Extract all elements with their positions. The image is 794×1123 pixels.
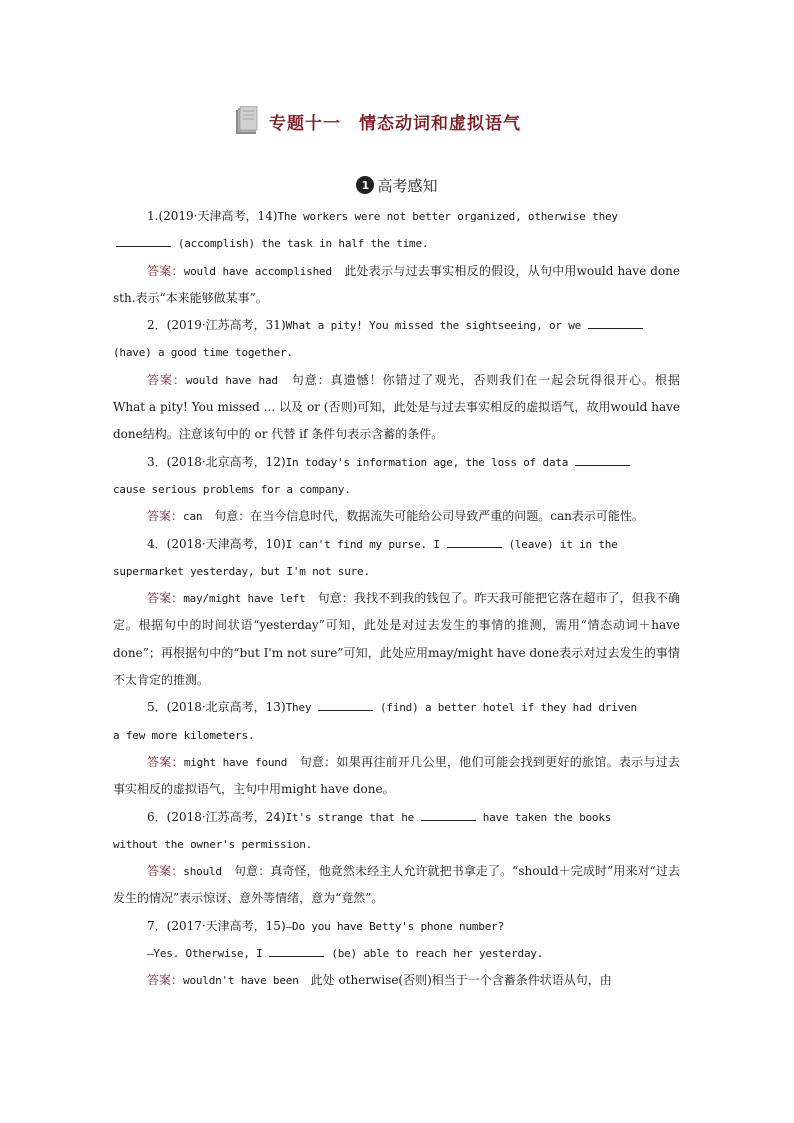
answer-label: 答案： [147, 973, 184, 988]
section-number-badge: 1 [356, 176, 374, 194]
answer-blank [269, 946, 324, 957]
question-text: What a pity! You missed the sightseeing, or we [285, 319, 582, 333]
answer-explanation: 句意：真遗憾！你错过了观光，否则我们在一起会玩得很开心。根据 What a pity! You missed ... 以及 or (否则)可知，此处是与过去事实相反的虚拟语气，故用would have done结构。注意该句中的 or 代替 if 条件句表示含蓄的条件。 [113, 372, 680, 442]
answer-4 [113, 585, 680, 694]
answer-blank [588, 318, 643, 329]
answer-7 [113, 967, 680, 994]
book-icon [233, 106, 259, 136]
document-body [113, 203, 680, 995]
question-source: 2．(2019·江苏高考，31) [147, 318, 286, 333]
answer-label: 答案： [147, 372, 186, 387]
answer-blank [116, 236, 171, 247]
answer-blank [447, 537, 502, 548]
question-text: (accomplish) the task in half the time. [177, 237, 429, 251]
answer-blank [318, 700, 373, 711]
answer-explanation: 此处表示与过去事实相反的假设，从句中用would have done sth.表示“本来能够做某事”。 [113, 263, 680, 305]
section-label: 高考感知 [377, 176, 438, 195]
question-text: In today's information age, the loss of data [285, 455, 569, 469]
question-source: 4．(2018·天津高考，10) [147, 536, 286, 551]
question-7 [113, 913, 680, 940]
page-title [0, 104, 794, 138]
question-text: without the owner's permission. [113, 837, 313, 851]
question-7-reply [113, 940, 680, 967]
question-source: 3．(2018·北京高考，12) [147, 454, 286, 469]
question-3-cont [113, 476, 680, 503]
section-heading [0, 174, 794, 196]
question-source: 1.(2019·天津高考，14) [147, 209, 278, 223]
answer-5 [113, 749, 680, 804]
question-6 [113, 804, 680, 831]
question-text: a few more kilometers. [113, 728, 255, 742]
question-text: I can't find my purse. I [285, 537, 440, 551]
question-text: —Yes. Otherwise, I [147, 947, 263, 961]
answer-3 [113, 503, 680, 530]
question-text: cause serious problems for a company. [113, 482, 351, 496]
question-3 [113, 449, 680, 476]
answer-key: wouldn't have been [183, 974, 299, 988]
question-text: They [285, 701, 312, 715]
document-title: 专题十一 情态动词和虚拟语气 [269, 113, 521, 134]
question-source: 6．(2018·江苏高考，24) [147, 809, 286, 824]
answer-2 [113, 367, 680, 449]
answer-6 [113, 858, 680, 913]
question-source: 5．(2018·北京高考，13) [147, 700, 286, 715]
question-text: have taken the books [482, 810, 612, 824]
answer-explanation: 句意：我找不到我的钱包了。昨天我可能把它落在超市了，但我不确定。根据句中的时间状语“yesterday”可知，此处是对过去发生的事情的推测，需用“情态动词＋have done”；再根据句中的“but I'm not sure”可知，此处应用may/might have done表示对过去发生的事情不太肯定的推测。 [113, 591, 680, 688]
question-2-cont [113, 339, 680, 366]
answer-label: 答案： [147, 509, 184, 524]
answer-key: can [183, 510, 203, 524]
question-4-cont [113, 558, 680, 585]
answer-key: may/might have left [183, 592, 306, 606]
answer-1 [113, 258, 680, 313]
answer-key: would have had [185, 373, 278, 387]
question-text: —Do you have Betty's phone number? [285, 919, 504, 933]
question-text: (be) able to reach her yesterday. [331, 947, 544, 961]
question-6-cont [113, 831, 680, 858]
question-text: (leave) it in the [508, 537, 618, 551]
answer-label: 答案： [147, 591, 184, 606]
question-1 [113, 203, 680, 230]
question-1-cont [113, 230, 680, 257]
answer-explanation: 句意：真奇怪，他竟然未经主人允许就把书拿走了。“should＋完成时”用来对“过去发生的情况”表示惊讶、意外等情绪，意为“竟然”。 [113, 864, 680, 906]
answer-key: would have accomplished [183, 264, 332, 278]
question-text: The workers were not better organized, otherwise they [277, 210, 618, 223]
question-4 [113, 531, 680, 558]
question-5 [113, 694, 680, 721]
question-text: (have) a good time together. [113, 346, 293, 360]
question-source: 7．(2017·天津高考，15) [147, 918, 286, 933]
question-2 [113, 312, 680, 339]
answer-label: 答案： [147, 864, 184, 879]
answer-key: might have found [183, 755, 288, 769]
answer-key: should [183, 865, 222, 879]
answer-label: 答案： [147, 263, 184, 278]
question-5-cont [113, 722, 680, 749]
answer-blank [421, 810, 476, 821]
answer-blank [575, 455, 630, 466]
answer-explanation: 此处 otherwise(否则)相当于一个含蓄条件状语从句，由 [298, 973, 612, 988]
question-text: (find) a better hotel if they had driven [379, 701, 637, 715]
question-text: It's strange that he [285, 810, 415, 824]
answer-explanation: 句意：在当今信息时代，数据流失可能给公司导致严重的问题。can表示可能性。 [202, 509, 644, 524]
answer-label: 答案： [147, 754, 184, 769]
question-text: supermarket yesterday, but I'm not sure. [113, 564, 370, 578]
answer-explanation: 句意：如果再往前开几公里，他们可能会找到更好的旅馆。表示与过去事实相反的虚拟语气，主句中用might have done。 [113, 754, 680, 797]
